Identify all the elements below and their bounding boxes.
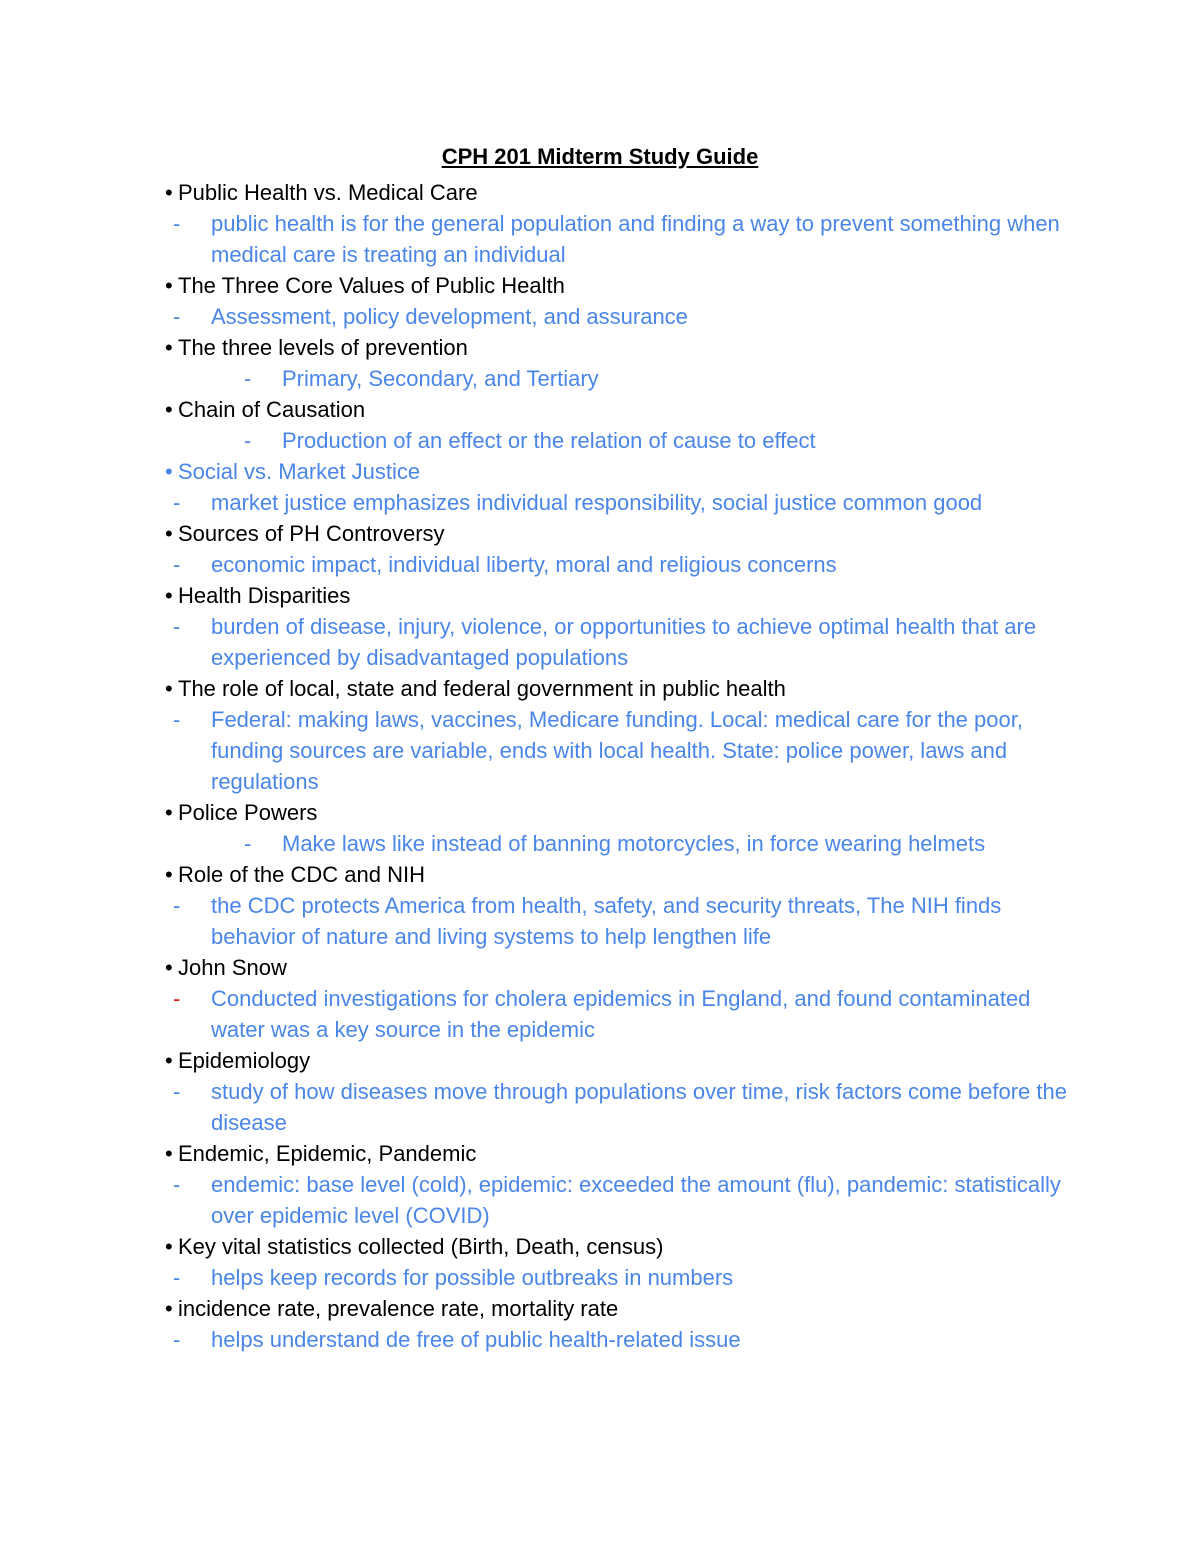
bullet-icon: • bbox=[165, 1141, 173, 1166]
heading-text: Social vs. Market Justice bbox=[178, 459, 421, 484]
bullet-icon: • bbox=[165, 335, 173, 360]
section-heading bbox=[165, 1138, 1075, 1169]
answer-text: public health is for the general population and finding a way to prevent something when medical care is treating an individual bbox=[211, 211, 1060, 267]
section-answer bbox=[165, 1262, 1075, 1293]
answer-text: the CDC protects America from health, safety, and security threats, The NIH finds behavior of nature and living systems to help lengthen life bbox=[211, 893, 1002, 949]
heading-text: Police Powers bbox=[178, 800, 318, 825]
answer-text: Primary, Secondary, and Tertiary bbox=[282, 366, 599, 391]
section-heading bbox=[165, 952, 1075, 983]
section-answer bbox=[165, 704, 1075, 797]
dash-icon: - bbox=[173, 304, 181, 329]
bullet-icon: • bbox=[165, 273, 173, 298]
section-answer bbox=[165, 549, 1075, 580]
section-heading bbox=[165, 177, 1075, 208]
red-dash-icon: - bbox=[173, 986, 181, 1011]
bullet-icon: • bbox=[165, 180, 173, 205]
dash-icon: - bbox=[244, 366, 252, 391]
section-answer bbox=[165, 1076, 1075, 1138]
section-answer bbox=[165, 301, 1075, 332]
heading-text: Epidemiology bbox=[178, 1048, 311, 1073]
heading-text: The role of local, state and federal government in public health bbox=[178, 676, 786, 701]
answer-text: Production of an effect or the relation of cause to effect bbox=[282, 428, 816, 453]
answer-text: Federal: making laws, vaccines, Medicare funding. Local: medical care for the poor, funding sources are variable, ends with local health. State: police power, laws and regulations bbox=[211, 707, 1023, 794]
heading-text: Endemic, Epidemic, Pandemic bbox=[178, 1141, 477, 1166]
dash-icon: - bbox=[244, 831, 252, 856]
heading-text: incidence rate, prevalence rate, mortality rate bbox=[178, 1296, 619, 1321]
bullet-icon: • bbox=[165, 521, 173, 546]
section-heading bbox=[165, 1293, 1075, 1324]
section-heading bbox=[165, 1231, 1075, 1262]
section-heading bbox=[165, 859, 1075, 890]
heading-text: Role of the CDC and NIH bbox=[178, 862, 425, 887]
section-heading bbox=[165, 797, 1075, 828]
dash-icon: - bbox=[244, 428, 252, 453]
bullet-icon: • bbox=[165, 397, 173, 422]
bullet-icon: • bbox=[165, 1048, 173, 1073]
answer-text: helps understand de free of public health-related issue bbox=[211, 1327, 741, 1352]
dash-icon: - bbox=[173, 1265, 181, 1290]
section-heading bbox=[165, 580, 1075, 611]
study-guide-list bbox=[165, 177, 1075, 1355]
page-title: CPH 201 Midterm Study Guide bbox=[441, 144, 759, 169]
section-heading bbox=[165, 332, 1075, 363]
answer-text: Conducted investigations for cholera epidemics in England, and found contaminated water was a key source in the epidemic bbox=[211, 986, 1031, 1042]
section-answer bbox=[165, 208, 1075, 270]
answer-text: study of how diseases move through populations over time, risk factors come before the disease bbox=[211, 1079, 1067, 1135]
answer-text: helps keep records for possible outbreaks in numbers bbox=[211, 1265, 734, 1290]
dash-icon: - bbox=[173, 1327, 181, 1352]
bullet-icon: • bbox=[165, 955, 173, 980]
section-answer bbox=[165, 828, 1075, 859]
heading-text: The Three Core Values of Public Health bbox=[178, 273, 565, 298]
section-answer bbox=[165, 425, 1075, 456]
heading-text: Health Disparities bbox=[178, 583, 351, 608]
bullet-icon: • bbox=[165, 1234, 173, 1259]
dash-icon: - bbox=[173, 211, 181, 236]
section-heading bbox=[165, 270, 1075, 301]
dash-icon: - bbox=[173, 707, 181, 732]
answer-text: burden of disease, injury, violence, or opportunities to achieve optimal health that are experienced by disadvantaged populations bbox=[211, 614, 1037, 670]
heading-text: John Snow bbox=[178, 955, 287, 980]
dash-icon: - bbox=[173, 552, 181, 577]
section-heading bbox=[165, 456, 1075, 487]
bullet-icon: • bbox=[165, 862, 173, 887]
section-answer bbox=[165, 363, 1075, 394]
dash-icon: - bbox=[173, 490, 181, 515]
heading-text: Public Health vs. Medical Care bbox=[178, 180, 478, 205]
heading-text: Key vital statistics collected (Birth, Death, census) bbox=[178, 1234, 664, 1259]
bullet-icon: • bbox=[165, 800, 173, 825]
answer-text: endemic: base level (cold), epidemic: exceeded the amount (flu), pandemic: statistically over epidemic level (COVID) bbox=[211, 1172, 1061, 1228]
bullet-icon: • bbox=[165, 459, 173, 484]
bullet-icon: • bbox=[165, 1296, 173, 1321]
dash-icon: - bbox=[173, 893, 181, 918]
section-heading bbox=[165, 394, 1075, 425]
answer-text: Assessment, policy development, and assurance bbox=[211, 304, 688, 329]
section-heading bbox=[165, 518, 1075, 549]
dash-icon: - bbox=[173, 1079, 181, 1104]
heading-text: Chain of Causation bbox=[178, 397, 366, 422]
section-answer bbox=[165, 890, 1075, 952]
dash-icon: - bbox=[173, 1172, 181, 1197]
answer-text: market justice emphasizes individual responsibility, social justice common good bbox=[211, 490, 983, 515]
section-answer bbox=[165, 1169, 1075, 1231]
answer-text: Make laws like instead of banning motorcycles, in force wearing helmets bbox=[282, 831, 986, 856]
section-answer bbox=[165, 1324, 1075, 1355]
section-answer bbox=[165, 487, 1075, 518]
heading-text: Sources of PH Controversy bbox=[178, 521, 445, 546]
section-answer bbox=[165, 611, 1075, 673]
bullet-icon: • bbox=[165, 676, 173, 701]
answer-text: economic impact, individual liberty, moral and religious concerns bbox=[211, 552, 837, 577]
section-answer bbox=[165, 983, 1075, 1045]
section-heading bbox=[165, 673, 1075, 704]
heading-text: The three levels of prevention bbox=[178, 335, 468, 360]
bullet-icon: • bbox=[165, 583, 173, 608]
section-heading bbox=[165, 1045, 1075, 1076]
dash-icon: - bbox=[173, 614, 181, 639]
